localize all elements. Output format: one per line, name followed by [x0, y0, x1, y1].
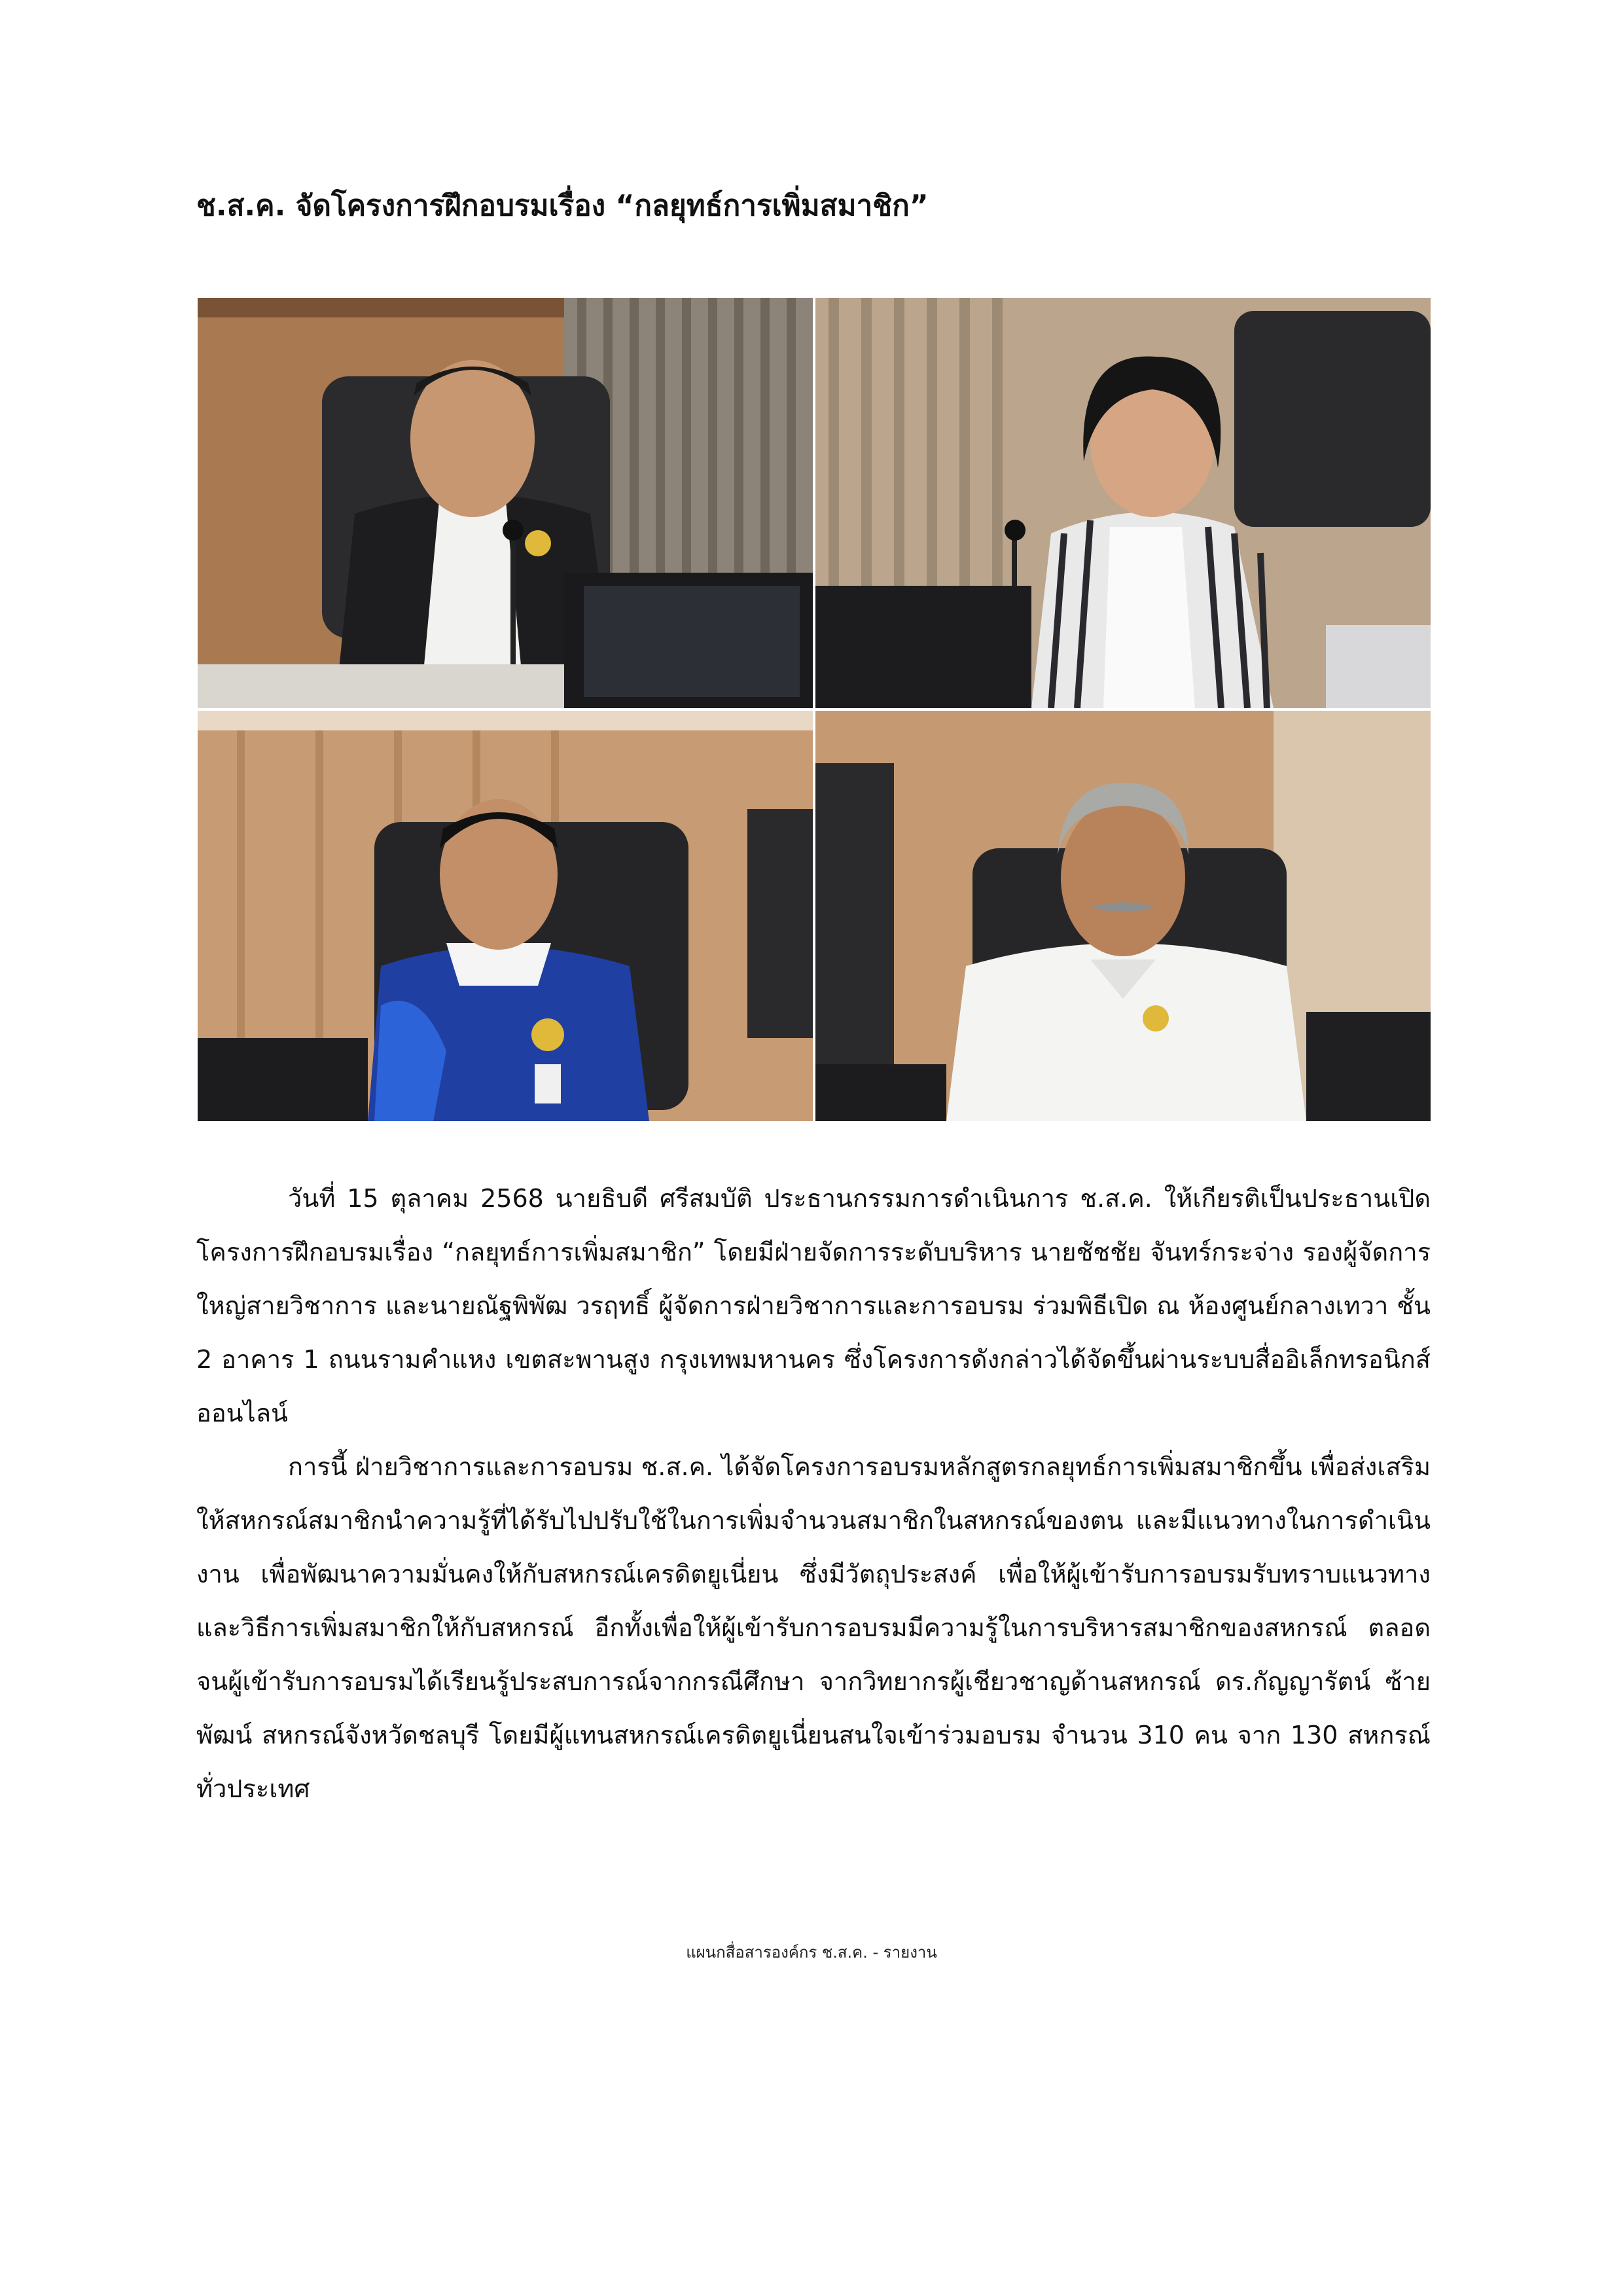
article-body: [196, 1172, 1431, 1816]
paragraph-1: วันที่ 15 ตุลาคม 2568 นายธิบดี ศรีสมบัติ ประธานกรรมการดำเนินการ ช.ส.ค. ให้เกียรติเป็นประธานเปิดโครงการฝึกอบรมเรื่อง “กลยุทธ์การเพิ่มสมาชิก” โดยมีฝ่ายจัดการระดับบริหาร นายชัชชัย จันทร์กระจ่าง รองผู้จัดการใหญ่สายวิชาการ และนายณัฐพิพัฒ วรฤทธิ์ ผู้จัดการฝ่ายวิชาการและการอบรม ร่วมพิธีเปิด ณ ห้องศูนย์กลางเทวา ชั้น 2 อาคาร 1 ถนนรามคำแหง เขตสะพานสูง กรุงเทพมหานคร ซึ่งโครงการดังกล่าวได้จัดขึ้นผ่านระบบสื่ออิเล็กทรอนิกส์ออนไลน์: [196, 1184, 1431, 1427]
photo-collage: [198, 298, 1431, 1121]
document-title: ช.ส.ค. จัดโครงการฝึกอบรมเรื่อง “กลยุทธ์การเพิ่มสมาชิก”: [196, 189, 929, 223]
footer-credit: แผนกสื่อสารองค์กร ช.ส.ค. - รายงาน: [686, 1943, 937, 1962]
photo-bottom-right: [815, 711, 1431, 1121]
photo-top-left: [198, 298, 813, 708]
photo-top-right: [815, 298, 1431, 708]
paragraph-2: การนี้ ฝ่ายวิชาการและการอบรม ช.ส.ค. ได้จัดโครงการอบรมหลักสูตรกลยุทธ์การเพิ่มสมาชิกขึ้น เพื่อส่งเสริมให้สหกรณ์สมาชิกนำความรู้ที่ได้รับไปปรับใช้ในการเพิ่มจำนวนสมาชิกในสหกรณ์ของตน และมีแนวทางในการดำเนินงาน เพื่อพัฒนาความมั่นคงให้กับสหกรณ์เครดิตยูเนี่ยน ซึ่งมีวัตถุประสงค์ เพื่อให้ผู้เข้ารับการอบรมรับทราบแนวทางและวิธีการเพิ่มสมาชิกให้กับสหกรณ์ อีกทั้งเพื่อให้ผู้เข้ารับการอบรมมีความรู้ในการบริหารสมาชิกของสหกรณ์ ตลอดจนผู้เข้ารับการอบรมได้เรียนรู้ประสบการณ์จากกรณีศึกษา จากวิทยากรผู้เชียวชาญด้านสหกรณ์ ดร.กัญญารัตน์ ซ้ายพัฒน์ สหกรณ์จังหวัดชลบุรี โดยมีผู้แทนสหกรณ์เครดิตยูเนี่ยนสนใจเข้าร่วมอบรม จำนวน 310 คน จาก 130 สหกรณ์ทั่วประเทศ: [196, 1452, 1431, 1803]
photo-bottom-left: [198, 711, 813, 1121]
